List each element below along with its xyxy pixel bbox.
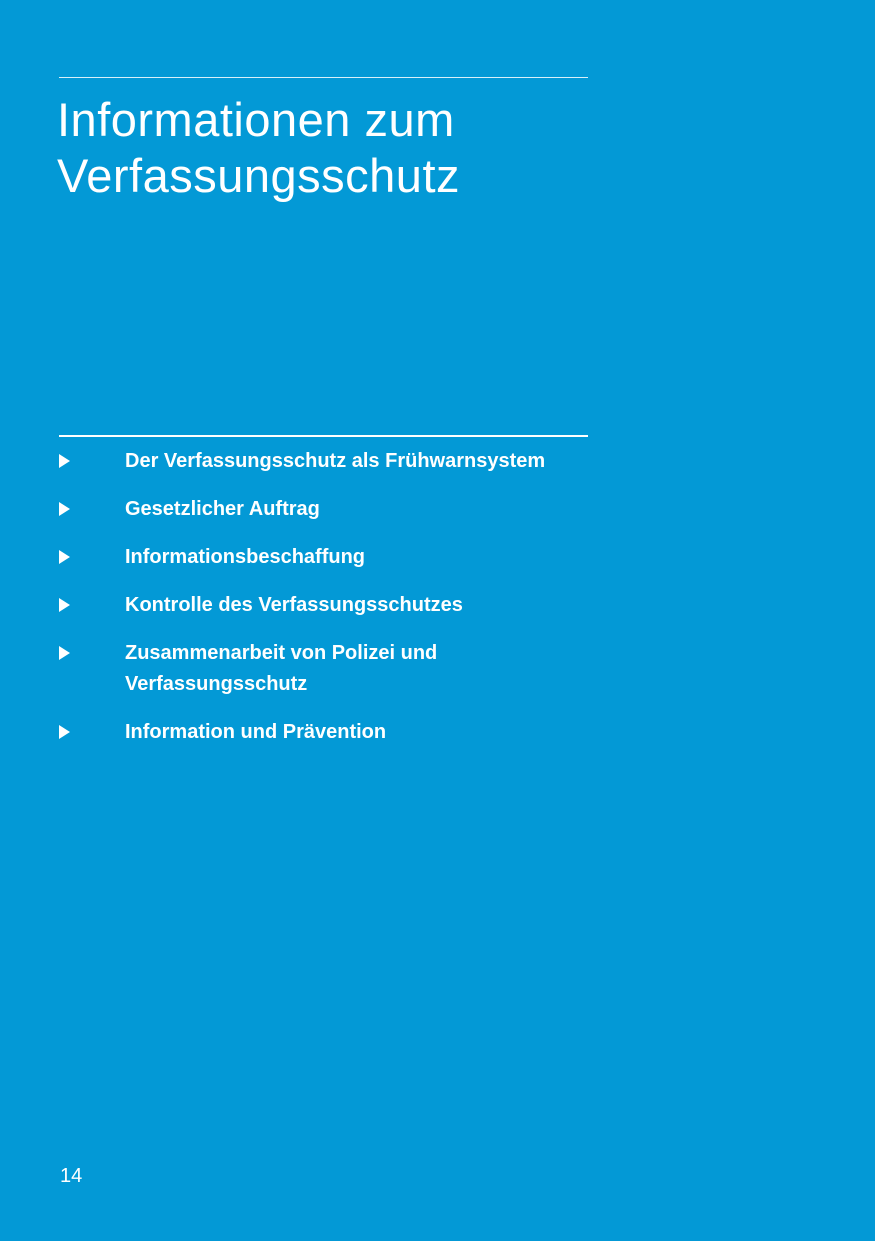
page-title-line-2: Verfassungsschutz (57, 149, 460, 202)
toc-item[interactable] (59, 717, 599, 748)
triangle-right-icon (59, 502, 70, 516)
triangle-right-icon (59, 598, 70, 612)
triangle-right-icon (59, 646, 70, 660)
table-of-contents (59, 446, 599, 765)
toc-item[interactable] (59, 638, 545, 700)
page-title-line-1: Informationen zum (57, 93, 455, 146)
toc-item[interactable] (59, 590, 599, 621)
triangle-right-icon (59, 454, 70, 468)
toc-item-label: Zusammenarbeit von Polizei und Verfassungsschutz (125, 642, 438, 695)
toc-divider (59, 435, 588, 437)
toc-item-label: Kontrolle des Verfassungsschutzes (125, 594, 463, 616)
triangle-right-icon (59, 550, 70, 564)
toc-item[interactable] (59, 542, 599, 573)
toc-item-label: Informationsbeschaffung (125, 546, 366, 568)
triangle-right-icon (59, 725, 70, 739)
toc-item-label: Der Verfassungsschutz als Frühwarnsystem (125, 450, 546, 472)
top-divider (59, 77, 588, 78)
page-title (57, 92, 617, 204)
toc-item-label: Gesetzlicher Auftrag (125, 498, 320, 520)
toc-item[interactable] (59, 494, 599, 525)
toc-item[interactable] (59, 446, 599, 477)
page-number: 14 (60, 1165, 83, 1187)
toc-item-label: Information und Prävention (125, 721, 387, 743)
